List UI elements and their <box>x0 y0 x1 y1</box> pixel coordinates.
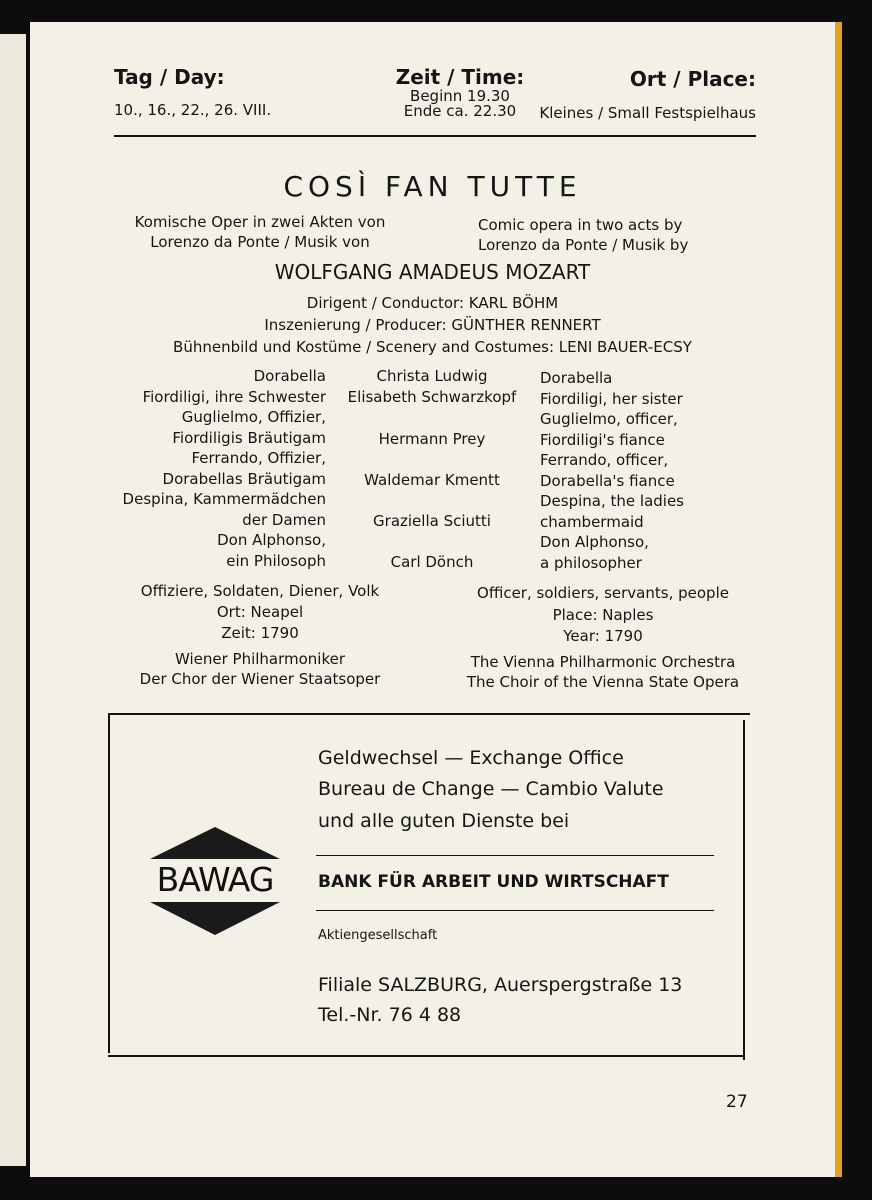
phone-number: Tel.-Nr. 76 4 88 <box>318 1004 462 1026</box>
ad-right-rule <box>743 720 745 1060</box>
role-de: Don Alphonso, <box>217 531 326 549</box>
chorus-de: Offiziere, Soldaten, Diener, Volk <box>140 582 380 600</box>
chorus-en: Officer, soldiers, servants, people <box>477 584 729 602</box>
role-de: Despina, Kammermädchen <box>122 490 326 508</box>
ad-bureau-line: Bureau de Change — Cambio Valute <box>318 778 664 800</box>
company-type: Aktiengesellschaft <box>318 928 438 943</box>
role-en: Despina, the ladies <box>540 492 684 510</box>
role-en: a philosopher <box>540 554 642 572</box>
program-page <box>30 22 835 1177</box>
singer-name: Graziella Sciutti <box>373 512 491 530</box>
role-en: Dorabella's fiance <box>540 472 675 490</box>
page-number: 27 <box>726 1092 748 1112</box>
singer-name: Waldemar Kmentt <box>364 471 500 489</box>
ad-top-rule <box>108 713 750 715</box>
singer-name: Elisabeth Schwarzkopf <box>347 388 517 406</box>
description-de-2: Lorenzo da Ponte / Musik von <box>150 233 370 251</box>
year-de: Zeit: 1790 <box>221 624 299 642</box>
opera-title: COSÌ FAN TUTTE <box>283 170 582 203</box>
singer-name: Hermann Prey <box>378 430 486 448</box>
singer-name: Carl Dönch <box>390 553 474 571</box>
description-de-1: Komische Oper in zwei Akten von <box>134 213 386 231</box>
role-en: Don Alphonso, <box>540 533 649 551</box>
begin-time: Beginn 19.30 <box>410 87 510 105</box>
choir-de: Der Chor der Wiener Staatsoper <box>139 670 381 688</box>
description-en-2: Lorenzo da Ponte / Musik by <box>478 236 689 254</box>
role-de: Ferrando, Offizier, <box>191 449 326 467</box>
year-en: Year: 1790 <box>563 627 643 645</box>
orchestra-en: The Vienna Philharmonic Orchestra <box>470 653 736 671</box>
singer-name: Christa Ludwig <box>376 367 488 385</box>
place-en: Place: Naples <box>552 606 654 624</box>
place-label: Ort / Place: <box>629 67 756 91</box>
role-de: ein Philosoph <box>226 552 326 570</box>
composer: WOLFGANG AMADEUS MOZART <box>274 260 591 284</box>
role-en: Guglielmo, officer, <box>540 410 678 428</box>
role-de: Dorabellas Bräutigam <box>162 470 326 488</box>
role-en: Ferrando, officer, <box>540 451 669 469</box>
ad-services-line: und alle guten Dienste bei <box>318 810 570 832</box>
ad-divider-2 <box>316 910 714 911</box>
orchestra-de: Wiener Philharmoniker <box>174 650 346 668</box>
ad-left-rule <box>108 713 110 1053</box>
ad-bottom-rule <box>108 1055 745 1057</box>
role-de: Fiordiligis Bräutigam <box>172 429 326 447</box>
role-en: chambermaid <box>540 513 644 531</box>
end-time: Ende ca. 22.30 <box>403 102 517 120</box>
role-en: Fiordiligi's fiance <box>540 431 665 449</box>
credit-producer: Inszenierung / Producer: GÜNTHER RENNERT <box>264 316 601 334</box>
role-de: der Damen <box>242 511 326 529</box>
role-de: Dorabella <box>253 367 326 385</box>
role-de: Guglielmo, Offizier, <box>181 408 326 426</box>
branch-address: Filiale SALZBURG, Auerspergstraße 13 <box>318 974 683 996</box>
bawag-logo <box>142 825 288 937</box>
ad-divider-1 <box>316 855 714 856</box>
day-label: Tag / Day: <box>114 65 225 89</box>
day-values: 10., 16., 22., 26. VIII. <box>114 101 272 119</box>
logo-text: BAWAG <box>156 860 274 899</box>
credit-scenery: Bühnenbild und Kostüme / Scenery and Costumes: LENI BAUER-ECSY <box>173 338 692 356</box>
credit-conductor: Dirigent / Conductor: KARL BÖHM <box>306 294 559 312</box>
adjacent-page-edge <box>0 34 26 1166</box>
description-en-1: Comic opera in two acts by <box>478 216 683 234</box>
ad-exchange-line: Geldwechsel — Exchange Office <box>318 747 624 769</box>
role-en: Fiordiligi, her sister <box>540 390 683 408</box>
choir-en: The Choir of the Vienna State Opera <box>466 673 740 691</box>
bank-name: BANK FÜR ARBEIT UND WIRTSCHAFT <box>318 872 669 892</box>
time-label: Zeit / Time: <box>395 65 525 89</box>
role-en: Dorabella <box>540 369 613 387</box>
place-de: Ort: Neapel <box>216 603 304 621</box>
role-de: Fiordiligi, ihre Schwester <box>142 388 326 406</box>
header-rule <box>114 135 756 137</box>
venue: Kleines / Small Festspielhaus <box>539 104 756 122</box>
